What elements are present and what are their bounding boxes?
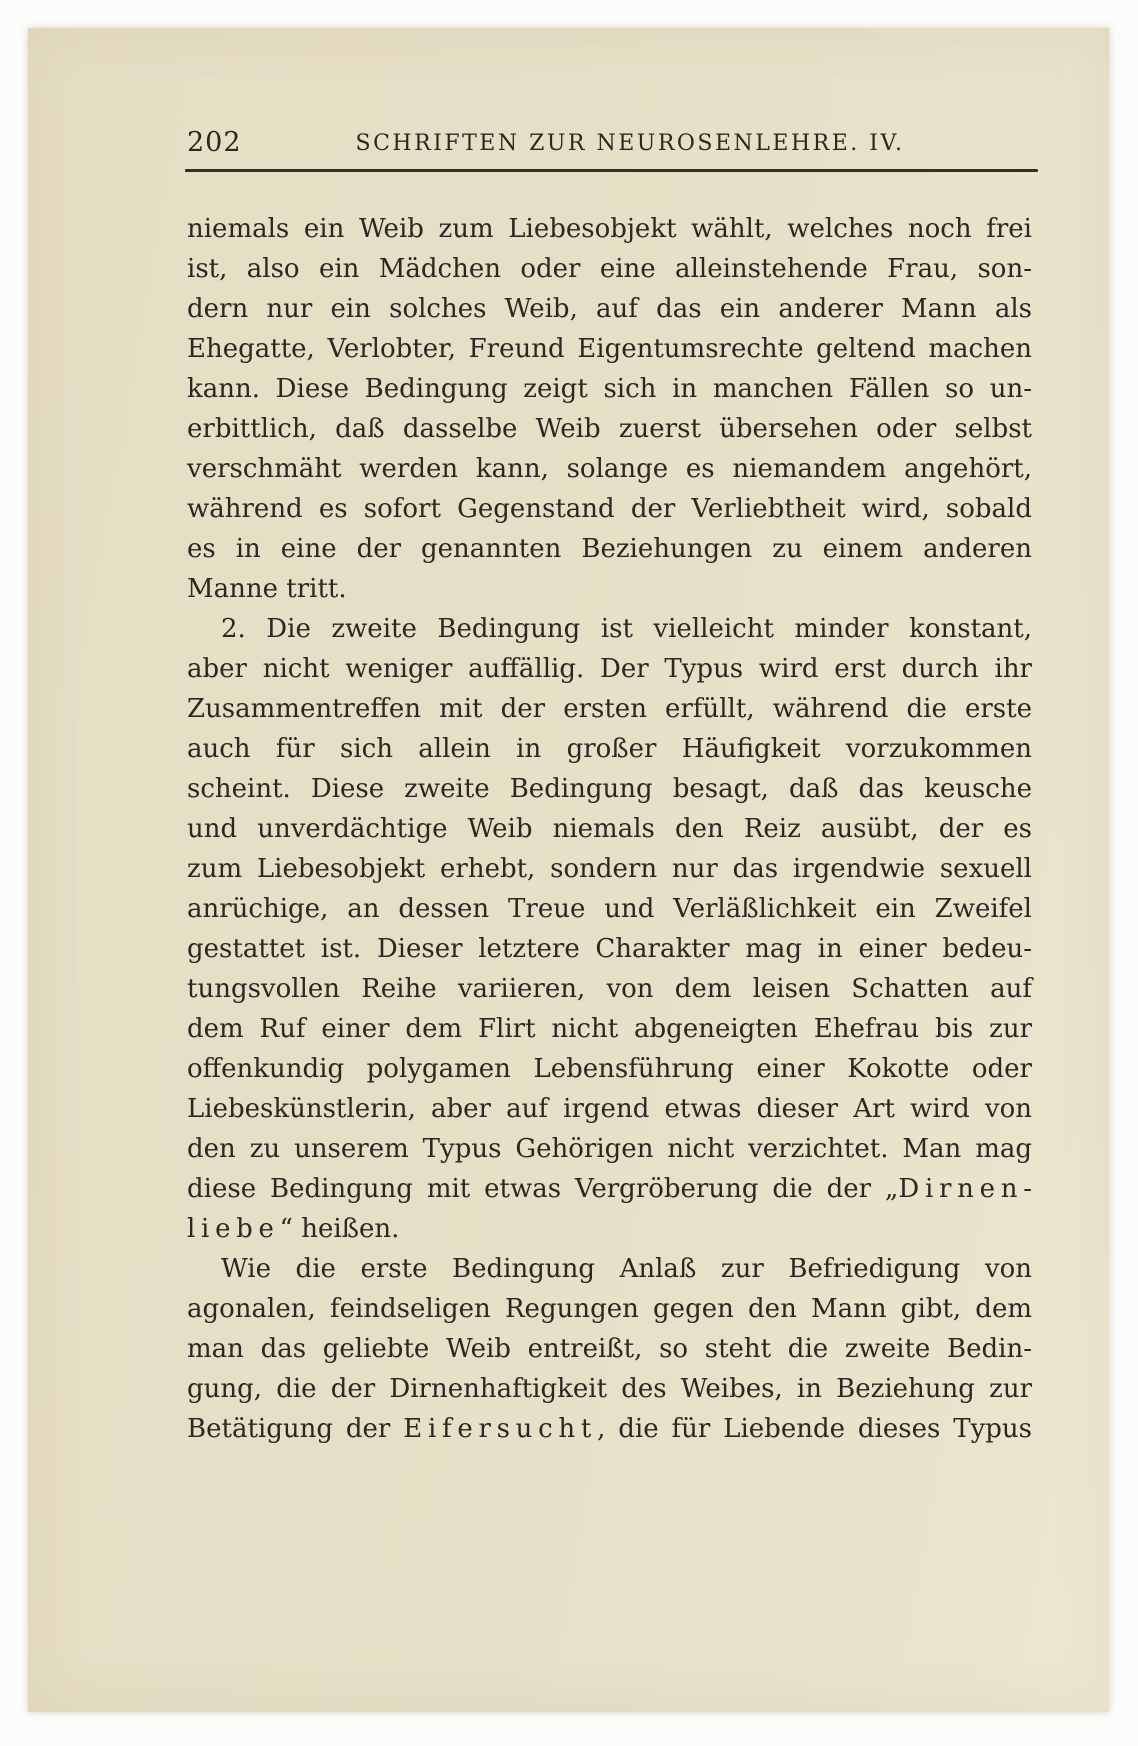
text-line: Betätigung der Eifersucht, die für Liebende dieses Typus xyxy=(187,1414,1032,1444)
paper-sheet xyxy=(28,28,1109,1712)
text-line: und unverdächtige Weib niemals den Reiz ausübt, der es xyxy=(187,814,1032,844)
text-line: den zu unserem Typus Gehörigen nicht verzichtet. Man mag xyxy=(187,1134,1032,1164)
page-number: 202 xyxy=(187,127,242,158)
text-line: anrüchige, an dessen Treue und Verläßlichkeit ein Zweifel xyxy=(187,894,1032,924)
text-line: es in eine der genannten Beziehungen zu einem anderen xyxy=(187,534,1032,564)
text-line: gestattet ist. Dieser letztere Charakter mag in einer bedeu- xyxy=(187,934,1032,964)
text-line: offenkundig polygamen Lebensführung einer Kokotte oder xyxy=(187,1054,1032,1084)
text-line: gung, die der Dirnenhaftigkeit des Weibes, in Beziehung zur xyxy=(187,1374,1032,1404)
text-line: zum Liebesobjekt erhebt, sondern nur das irgendwie sexuell xyxy=(187,854,1032,884)
text-line: Liebeskünstlerin, aber auf irgend etwas dieser Art wird von xyxy=(187,1094,1032,1124)
text-line: auch für sich allein in großer Häufigkeit vorzukommen xyxy=(187,734,1032,764)
text-line: erbittlich, daß dasselbe Weib zuerst übersehen oder selbst xyxy=(187,414,1032,444)
text-line: ist, also ein Mädchen oder eine alleinstehende Frau, son- xyxy=(187,254,1032,284)
header-rule-divider xyxy=(185,169,1038,172)
text-line: man das geliebte Weib entreißt, so steht die zweite Bedin- xyxy=(187,1334,1032,1364)
emphasized-spaced-text: Eifersucht xyxy=(403,1414,598,1444)
text-line: verschmäht werden kann, solange es niemandem angehört, xyxy=(187,454,1032,484)
text-line: aber nicht weniger auffällig. Der Typus wird erst durch ihr xyxy=(187,654,1032,684)
text-line: scheint. Diese zweite Bedingung besagt, daß das keusche xyxy=(187,774,1032,804)
running-header-title: SCHRIFTEN ZUR NEUROSENLEHRE. IV. xyxy=(355,131,905,156)
text-line: dem Ruf einer dem Flirt nicht abgeneigten Ehefrau bis zur xyxy=(187,1014,1032,1044)
text-line: tungsvollen Reihe variieren, von dem leisen Schatten auf xyxy=(187,974,1032,1004)
text-block xyxy=(187,209,1032,1449)
text-line: 2. Die zweite Bedingung ist vielleicht minder konstant, xyxy=(221,614,1032,644)
emphasized-spaced-text: Dirnen xyxy=(898,1174,1024,1204)
text-line: Zusammentreffen mit der ersten erfüllt, während die erste xyxy=(187,694,1032,724)
text-line: dern nur ein solches Weib, auf das ein anderer Mann als xyxy=(187,294,1032,324)
text-line: Manne tritt. xyxy=(187,574,347,604)
text-line: Ehegatte, Verlobter, Freund Eigentumsrechte geltend machen xyxy=(187,334,1032,364)
text-line: diese Bedingung mit etwas Vergröberung die der „Dirnen- xyxy=(187,1174,1032,1204)
text-line: niemals ein Weib zum Liebesobjekt wählt, welches noch frei xyxy=(187,214,1032,244)
emphasized-spaced-text: liebe xyxy=(187,1214,280,1244)
text-line: liebe“ heißen. xyxy=(187,1214,400,1244)
text-line: kann. Diese Bedingung zeigt sich in manchen Fällen so un- xyxy=(187,374,1032,404)
page-header xyxy=(187,125,1033,163)
text-line: Wie die erste Bedingung Anlaß zur Befriedigung von xyxy=(221,1254,1032,1284)
text-line: agonalen, feindseligen Regungen gegen den Mann gibt, dem xyxy=(187,1294,1032,1324)
text-line: während es sofort Gegenstand der Verliebtheit wird, sobald xyxy=(187,494,1032,524)
